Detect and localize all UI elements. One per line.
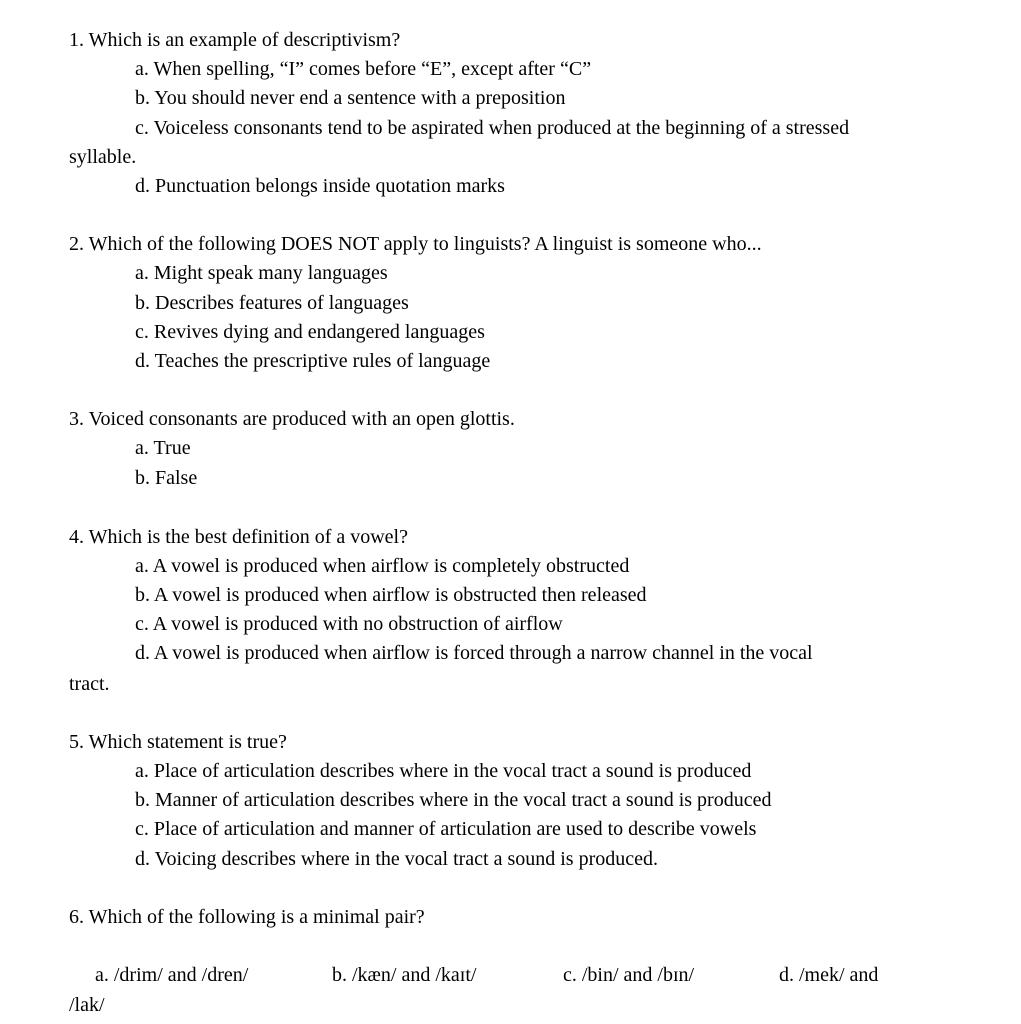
question-6-option-d-wrap: /lak/ [69, 994, 105, 1016]
question-2-stem: 2. Which of the following DOES NOT apply to linguists? A linguist is someone who... [69, 233, 762, 255]
question-5-option-c: c. Place of articulation and manner of articulation are used to describe vowels [135, 818, 757, 840]
question-3-option-b: b. False [135, 467, 198, 489]
question-5-stem: 5. Which statement is true? [69, 731, 287, 753]
question-1-option-a: a. When spelling, “I” comes before “E”, except after “C” [135, 58, 592, 80]
question-5-option-a: a. Place of articulation describes where in the vocal tract a sound is produced [135, 760, 752, 782]
question-5-option-b: b. Manner of articulation describes where in the vocal tract a sound is produced [135, 789, 772, 811]
question-3-stem: 3. Voiced consonants are produced with an open glottis. [69, 408, 515, 430]
question-4-option-d-wrap: tract. [69, 673, 110, 695]
question-3-option-a: a. True [135, 437, 191, 459]
question-1-option-b: b. You should never end a sentence with a preposition [135, 87, 566, 109]
question-4-option-b: b. A vowel is produced when airflow is obstructed then released [135, 584, 647, 606]
question-1-stem: 1. Which is an example of descriptivism? [69, 29, 401, 51]
question-1-option-c-wrap: syllable. [69, 146, 137, 168]
question-1-option-d: d. Punctuation belongs inside quotation marks [135, 175, 505, 197]
question-2-option-b: b. Describes features of languages [135, 292, 409, 314]
question-2-option-a: a. Might speak many languages [135, 262, 388, 284]
question-6-option-d: d. /mek/ and [779, 964, 879, 986]
question-4-option-c: c. A vowel is produced with no obstruction of airflow [135, 613, 563, 635]
question-6-option-c: c. /bin/ and /bɪn/ [563, 964, 695, 986]
question-2-option-d: d. Teaches the prescriptive rules of language [135, 350, 491, 372]
question-2-option-c: c. Revives dying and endangered languages [135, 321, 485, 343]
question-4-option-d: d. A vowel is produced when airflow is forced through a narrow channel in the vocal [135, 642, 813, 664]
question-6-option-b: b. /kæn/ and /kaɪt/ [332, 964, 477, 986]
question-4-option-a: a. A vowel is produced when airflow is completely obstructed [135, 555, 630, 577]
question-1-option-c: c. Voiceless consonants tend to be aspirated when produced at the beginning of a stressed [135, 117, 850, 139]
question-6-stem: 6. Which of the following is a minimal pair? [69, 906, 425, 928]
question-4-stem: 4. Which is the best definition of a vowel? [69, 526, 408, 548]
question-6-option-a: a. /drim/ and /dren/ [95, 964, 249, 986]
question-5-option-d: d. Voicing describes where in the vocal tract a sound is produced. [135, 848, 659, 870]
